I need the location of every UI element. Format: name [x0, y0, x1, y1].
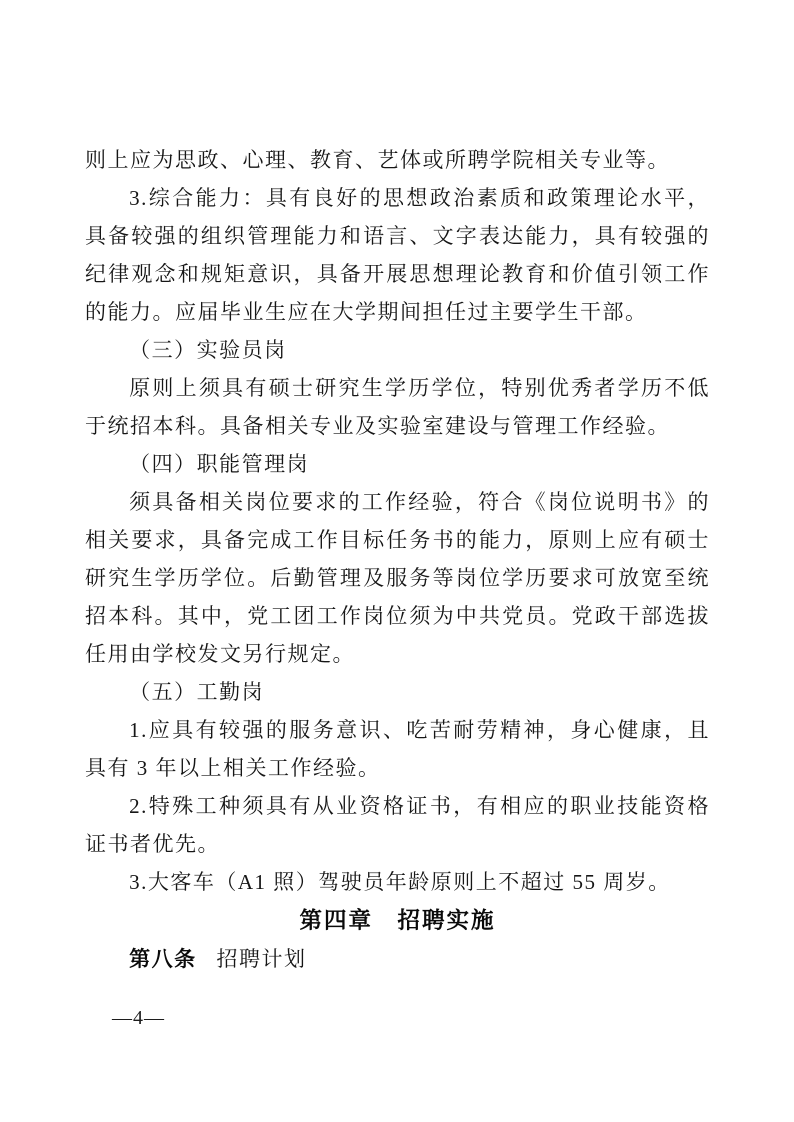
body-paragraph: 3.综合能力：具有良好的思想政治素质和政策理论水平，具备较强的组织管理能力和语言、文字表达能力，具有较强的纪律观念和规矩意识，具备开展思想理论教育和价值引领工作的能力。应届毕业生应在大学期间担任过主要学生干部。 — [85, 186, 710, 324]
subsection-heading-5: （五）工勤岗 — [129, 680, 265, 704]
body-paragraph: 2.特殊工种须具有从业资格证书，有相应的职业技能资格证书者优先。 — [85, 794, 710, 856]
article-line — [85, 940, 710, 978]
body-paragraph: 原则上须具有硕士研究生学历学位，特别优秀者学历不低于统招本科。具备相关专业及实验室建设与管理工作经验。 — [85, 376, 710, 438]
article-title: 招聘计划 — [216, 947, 307, 971]
body-paragraph-continuation: 则上应为思政、心理、教育、艺体或所聘学院相关专业等。 — [85, 148, 670, 172]
document-body — [85, 141, 710, 978]
subsection-heading-3: （三）实验员岗 — [129, 338, 287, 362]
body-paragraph: 须具备相关岗位要求的工作经验，符合《岗位说明书》的相关要求，具备完成工作目标任务书的能力，原则上应有硕士研究生学历学位。后勤管理及服务等岗位学历要求可放宽至统招本科。其中，党工团工作岗位须为中共党员。党政干部选拔任用由学校发文另行规定。 — [85, 490, 710, 666]
article-label: 第八条 — [129, 947, 197, 971]
body-paragraph: 1.应具有较强的服务意识、吃苦耐劳精神，身心健康，且具有 3 年以上相关工作经验。 — [85, 718, 710, 780]
page-number: —4— — [112, 1007, 165, 1029]
body-paragraph: 3.大客车（A1 照）驾驶员年龄原则上不超过 55 周岁。 — [129, 870, 671, 894]
subsection-heading-4: （四）职能管理岗 — [129, 452, 310, 476]
chapter-heading: 第四章 招聘实施 — [299, 908, 496, 933]
